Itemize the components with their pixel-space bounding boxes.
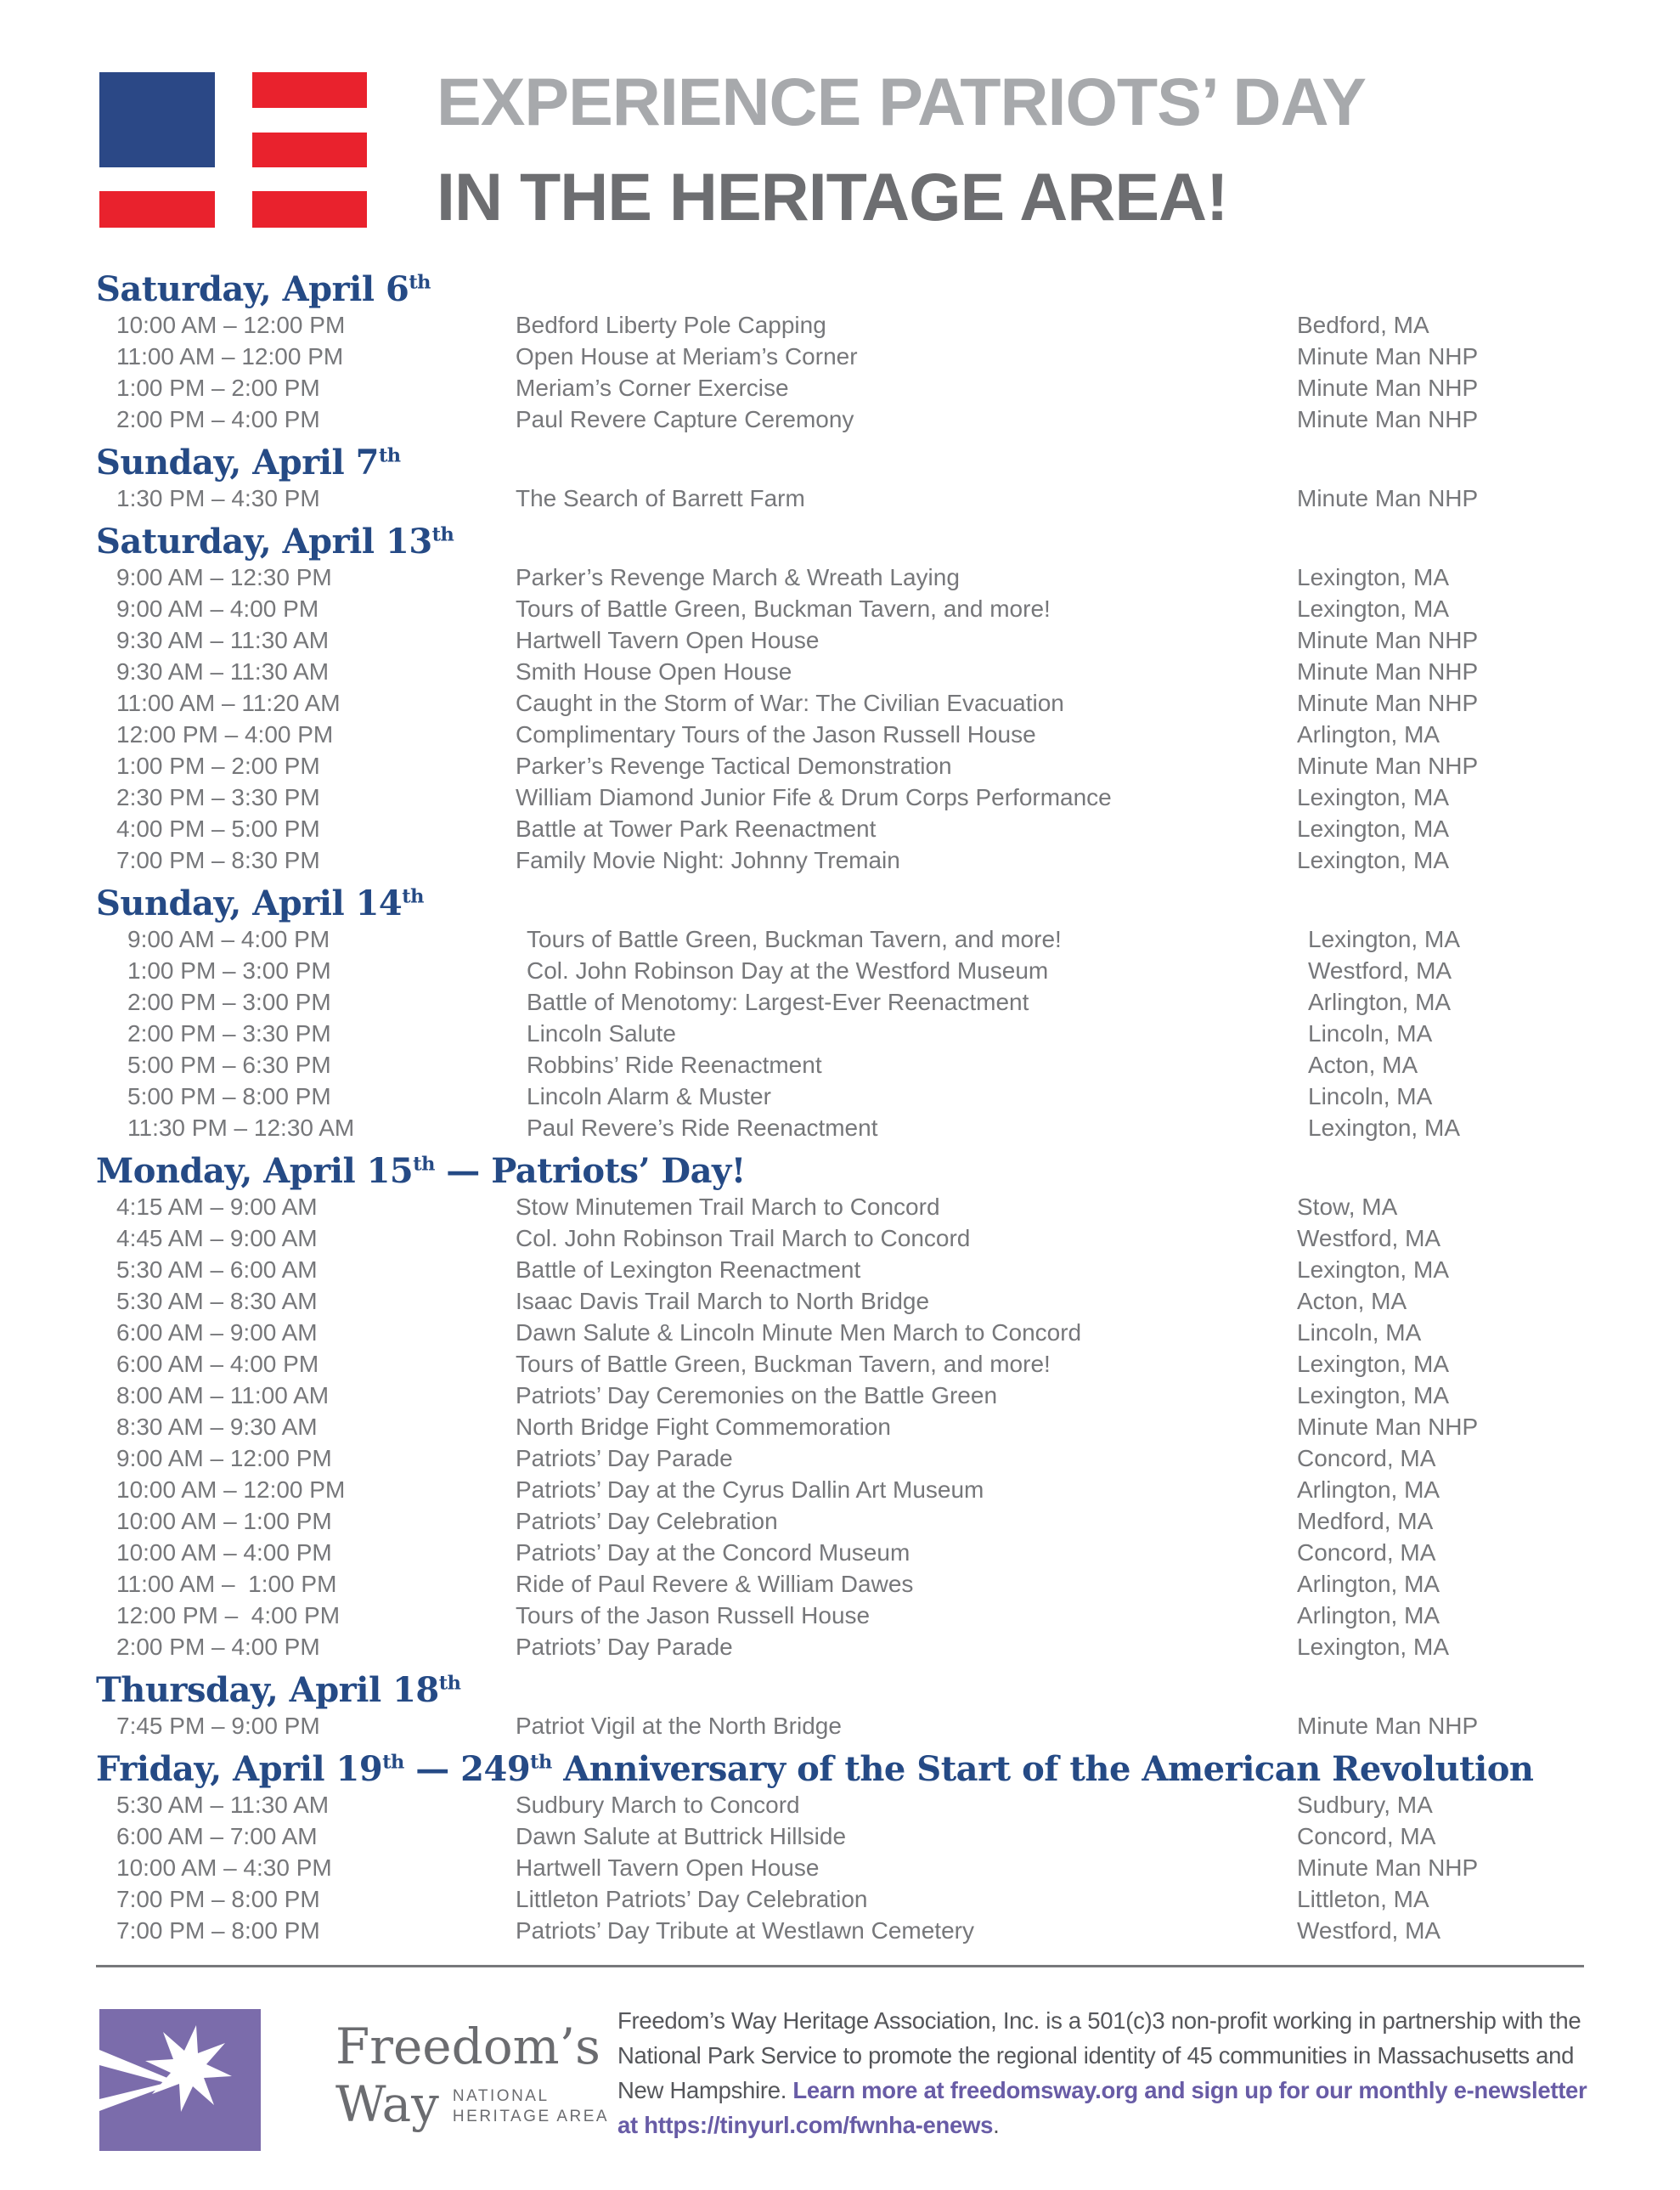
event-name: Paul Revere Capture Ceremony xyxy=(516,406,854,432)
event-location: Lincoln, MA xyxy=(1297,1319,1422,1346)
page-title-line2: IN THE HERITAGE AREA! xyxy=(437,159,1228,234)
page-title-line1: EXPERIENCE PATRIOTS’ DAY xyxy=(437,64,1366,139)
flag-red-stripe xyxy=(252,72,367,108)
event-time: 7:00 PM – 8:00 PM xyxy=(116,1886,320,1912)
event-time: 12:00 PM – 4:00 PM xyxy=(116,1602,341,1628)
event-time: 9:00 AM – 12:30 PM xyxy=(116,564,332,590)
event-name: Dawn Salute at Buttrick Hillside xyxy=(516,1823,847,1849)
event-time: 8:30 AM – 9:30 AM xyxy=(116,1414,318,1440)
schedule-row xyxy=(96,1537,1584,1568)
schedule-row xyxy=(96,656,1584,687)
event-time: 5:00 PM – 6:30 PM xyxy=(127,1052,331,1078)
event-location: Acton, MA xyxy=(1308,1052,1418,1078)
event-location: Minute Man NHP xyxy=(1297,658,1479,685)
event-location: Minute Man NHP xyxy=(1297,375,1479,401)
event-name: Complimentary Tours of the Jason Russell House xyxy=(516,721,1036,748)
event-time: 6:00 AM – 9:00 AM xyxy=(116,1319,318,1346)
event-time: 10:00 AM – 4:30 PM xyxy=(116,1854,332,1881)
event-time: 11:00 AM – 12:00 PM xyxy=(116,343,344,370)
event-location: Lexington, MA xyxy=(1297,564,1449,590)
schedule-row xyxy=(96,1442,1584,1474)
event-time: 9:00 AM – 4:00 PM xyxy=(127,926,330,952)
event-location: Minute Man NHP xyxy=(1297,1854,1479,1881)
event-time: 5:30 AM – 6:00 AM xyxy=(116,1256,318,1283)
schedule-section xyxy=(96,443,1584,514)
event-time: 6:00 AM – 4:00 PM xyxy=(116,1351,319,1377)
event-location: Arlington, MA xyxy=(1297,721,1440,748)
footer-period: . xyxy=(993,2112,1000,2138)
brand-tagline: NATIONAL HERITAGE AREA xyxy=(452,2087,610,2125)
event-location: Westford, MA xyxy=(1308,957,1452,984)
schedule-row xyxy=(96,1568,1584,1600)
schedule-section xyxy=(96,884,1584,1143)
event-name: Tours of Battle Green, Buckman Tavern, and more! xyxy=(516,595,1051,622)
schedule-row xyxy=(96,1915,1584,1946)
schedule-section xyxy=(96,1671,1584,1741)
event-location: Lexington, MA xyxy=(1297,847,1449,873)
event-location: Minute Man NHP xyxy=(1297,1713,1479,1739)
event-time: 10:00 AM – 1:00 PM xyxy=(116,1508,332,1534)
event-name: Battle of Lexington Reenactment xyxy=(516,1256,861,1283)
schedule-row xyxy=(96,1820,1584,1852)
event-time: 1:30 PM – 4:30 PM xyxy=(116,485,320,511)
event-time: 9:00 AM – 4:00 PM xyxy=(116,595,319,622)
event-name: Parker’s Revenge March & Wreath Laying xyxy=(516,564,960,590)
event-name: The Search of Barrett Farm xyxy=(516,485,805,511)
schedule-row xyxy=(96,1600,1584,1631)
event-location: Concord, MA xyxy=(1297,1823,1436,1849)
event-name: Isaac Davis Trail March to North Bridge xyxy=(516,1288,930,1314)
event-name: Lincoln Salute xyxy=(527,1020,676,1047)
event-location: Arlington, MA xyxy=(1297,1602,1440,1628)
event-name: Battle of Menotomy: Largest-Ever Reenactment xyxy=(527,989,1029,1015)
event-location: Arlington, MA xyxy=(1297,1571,1440,1597)
event-name: Stow Minutemen Trail March to Concord xyxy=(516,1194,940,1220)
schedule-row xyxy=(96,1112,1584,1143)
page-header xyxy=(0,0,1680,248)
schedule-row xyxy=(96,1631,1584,1662)
event-location: Lexington, MA xyxy=(1297,784,1449,810)
event-name: Patriots’ Day Tribute at Westlawn Cemetery xyxy=(516,1917,974,1944)
schedule-row xyxy=(96,1285,1584,1317)
event-time: 9:30 AM – 11:30 AM xyxy=(116,658,330,685)
event-location: Concord, MA xyxy=(1297,1445,1436,1471)
event-location: Minute Man NHP xyxy=(1297,690,1479,716)
event-name: Dawn Salute & Lincoln Minute Men March to Concord xyxy=(516,1319,1082,1346)
event-time: 10:00 AM – 12:00 PM xyxy=(116,312,346,338)
section-heading: Friday, April 19th — 249th Anniversary of the Start of the American Revolution xyxy=(96,1749,1534,1789)
event-location: Bedford, MA xyxy=(1297,312,1429,338)
event-name: Tours of Battle Green, Buckman Tavern, and more! xyxy=(516,1351,1051,1377)
schedule-row xyxy=(96,1317,1584,1348)
schedule-section xyxy=(96,522,1584,876)
footer-description-text: Freedom’s Way Heritage Association, Inc. is a 501(c)3 non-profit working in partnership with the National Park Service to promote the regional identity of 45 communities in Massachusetts and New Hampshire. xyxy=(617,2007,1581,2103)
event-time: 2:00 PM – 4:00 PM xyxy=(116,1634,320,1660)
event-name: Battle at Tower Park Reenactment xyxy=(516,816,877,842)
event-name: Patriots’ Day Parade xyxy=(516,1634,733,1660)
event-location: Sudbury, MA xyxy=(1297,1792,1433,1818)
event-name: Patriots’ Day Ceremonies on the Battle Green xyxy=(516,1382,998,1408)
schedule-row xyxy=(96,309,1584,341)
event-name: Patriots’ Day at the Concord Museum xyxy=(516,1539,910,1566)
schedule-row xyxy=(96,1789,1584,1820)
event-time: 2:30 PM – 3:30 PM xyxy=(116,784,320,810)
schedule-row xyxy=(96,1018,1584,1049)
event-schedule xyxy=(0,270,1680,1946)
section-heading: Sunday, April 14th xyxy=(96,883,424,923)
brand-name-line2: Way xyxy=(335,2075,439,2133)
event-name: Bedford Liberty Pole Capping xyxy=(516,312,826,338)
schedule-row xyxy=(96,624,1584,656)
event-location: Lexington, MA xyxy=(1297,816,1449,842)
schedule-row xyxy=(96,923,1584,955)
event-name: North Bridge Fight Commemoration xyxy=(516,1414,891,1440)
event-name: Caught in the Storm of War: The Civilian Evacuation xyxy=(516,690,1064,716)
schedule-row xyxy=(96,1710,1584,1741)
event-location: Stow, MA xyxy=(1297,1194,1398,1220)
schedule-row xyxy=(96,1883,1584,1915)
event-location: Minute Man NHP xyxy=(1297,406,1479,432)
schedule-row xyxy=(96,813,1584,844)
schedule-row xyxy=(96,404,1584,435)
event-time: 4:00 PM – 5:00 PM xyxy=(116,816,320,842)
event-name: Ride of Paul Revere & William Dawes xyxy=(516,1571,914,1597)
event-location: Concord, MA xyxy=(1297,1539,1436,1566)
event-location: Lexington, MA xyxy=(1308,926,1460,952)
event-time: 4:45 AM – 9:00 AM xyxy=(116,1225,318,1251)
schedule-row xyxy=(96,1081,1584,1112)
event-name: Paul Revere’s Ride Reenactment xyxy=(527,1115,878,1141)
event-time: 5:00 PM – 8:00 PM xyxy=(127,1083,331,1109)
footer-description xyxy=(617,2003,1590,2142)
event-name: Open House at Meriam’s Corner xyxy=(516,343,858,370)
event-name: Smith House Open House xyxy=(516,658,792,685)
event-time: 1:00 PM – 3:00 PM xyxy=(127,957,331,984)
event-location: Minute Man NHP xyxy=(1297,1414,1479,1440)
schedule-row xyxy=(96,1191,1584,1222)
event-name: Patriot Vigil at the North Bridge xyxy=(516,1713,842,1739)
flag-icon xyxy=(99,72,466,228)
event-time: 10:00 AM – 4:00 PM xyxy=(116,1539,332,1566)
schedule-row xyxy=(96,1348,1584,1380)
event-name: Tours of the Jason Russell House xyxy=(516,1602,871,1628)
event-name: Family Movie Night: Johnny Tremain xyxy=(516,847,900,873)
flag-red-stripe xyxy=(99,191,215,228)
event-time: 1:00 PM – 2:00 PM xyxy=(116,375,320,401)
schedule-row xyxy=(96,1254,1584,1285)
event-location: Lexington, MA xyxy=(1297,1351,1449,1377)
event-name: Robbins’ Ride Reenactment xyxy=(527,1052,822,1078)
flag-red-stripe xyxy=(252,191,367,228)
event-time: 7:45 PM – 9:00 PM xyxy=(116,1713,320,1739)
event-name: Lincoln Alarm & Muster xyxy=(527,1083,771,1109)
event-location: Medford, MA xyxy=(1297,1508,1434,1534)
event-time: 5:30 AM – 8:30 AM xyxy=(116,1288,318,1314)
schedule-row xyxy=(96,719,1584,750)
event-location: Arlington, MA xyxy=(1297,1476,1440,1503)
event-name: Sudbury March to Concord xyxy=(516,1792,800,1818)
schedule-row xyxy=(96,687,1584,719)
event-name: Meriam’s Corner Exercise xyxy=(516,375,789,401)
event-time: 2:00 PM – 4:00 PM xyxy=(116,406,320,432)
event-location: Lincoln, MA xyxy=(1308,1020,1433,1047)
event-time: 7:00 PM – 8:30 PM xyxy=(116,847,320,873)
event-location: Lexington, MA xyxy=(1297,595,1449,622)
page-footer xyxy=(0,1967,1680,2190)
schedule-row xyxy=(96,562,1584,593)
event-time: 9:30 AM – 11:30 AM xyxy=(116,627,330,653)
brand-name-line1: Freedom’s xyxy=(335,2018,600,2075)
event-name: Hartwell Tavern Open House xyxy=(516,1854,820,1881)
event-name: Patriots’ Day Parade xyxy=(516,1445,733,1471)
page-title xyxy=(437,54,1366,245)
schedule-section xyxy=(96,270,1584,435)
event-location: Westford, MA xyxy=(1297,1917,1441,1944)
schedule-row xyxy=(96,1049,1584,1081)
event-location: Westford, MA xyxy=(1297,1225,1441,1251)
schedule-row xyxy=(96,1505,1584,1537)
footer-link[interactable]: Learn more at freedomsway.org and sign up for our monthly e-newsletter at https://tinyurl.com/fwnha-enews xyxy=(617,2077,1587,2138)
flag-blue-square xyxy=(99,72,215,167)
flag-red-stripe xyxy=(252,133,367,167)
section-heading: Sunday, April 7th xyxy=(96,443,401,483)
event-location: Acton, MA xyxy=(1297,1288,1407,1314)
event-name: Hartwell Tavern Open House xyxy=(516,627,820,653)
event-time: 11:30 PM – 12:30 AM xyxy=(127,1115,355,1141)
event-location: Littleton, MA xyxy=(1297,1886,1429,1912)
event-time: 1:00 PM – 2:00 PM xyxy=(116,753,320,779)
schedule-row xyxy=(96,955,1584,986)
event-location: Lincoln, MA xyxy=(1308,1083,1433,1109)
event-time: 8:00 AM – 11:00 AM xyxy=(116,1382,330,1408)
event-location: Minute Man NHP xyxy=(1297,485,1479,511)
event-location: Lexington, MA xyxy=(1297,1256,1449,1283)
freedoms-way-logo xyxy=(99,2009,261,2151)
event-name: Littleton Patriots’ Day Celebration xyxy=(516,1886,868,1912)
section-heading: Saturday, April 6th xyxy=(96,269,431,309)
section-heading: Saturday, April 13th xyxy=(96,522,454,562)
section-heading: Monday, April 15th — Patriots’ Day! xyxy=(96,1151,746,1191)
schedule-row xyxy=(96,1411,1584,1442)
event-time: 2:00 PM – 3:00 PM xyxy=(127,989,331,1015)
event-time: 9:00 AM – 12:00 PM xyxy=(116,1445,332,1471)
event-time: 12:00 PM – 4:00 PM xyxy=(116,721,334,748)
event-location: Lexington, MA xyxy=(1297,1634,1449,1660)
event-time: 5:30 AM – 11:30 AM xyxy=(116,1792,330,1818)
schedule-row xyxy=(96,483,1584,514)
event-name: William Diamond Junior Fife & Drum Corps Performance xyxy=(516,784,1112,810)
schedule-row xyxy=(96,986,1584,1018)
schedule-row xyxy=(96,341,1584,372)
event-name: Col. John Robinson Trail March to Concord xyxy=(516,1225,971,1251)
event-time: 11:00 AM – 1:00 PM xyxy=(116,1571,337,1597)
schedule-row xyxy=(96,1380,1584,1411)
event-name: Col. John Robinson Day at the Westford Museum xyxy=(527,957,1049,984)
schedule-row xyxy=(96,844,1584,876)
schedule-section xyxy=(96,1152,1584,1662)
schedule-row xyxy=(96,372,1584,404)
event-location: Minute Man NHP xyxy=(1297,343,1479,370)
schedule-row xyxy=(96,1852,1584,1883)
event-location: Lexington, MA xyxy=(1308,1115,1460,1141)
event-time: 11:00 AM – 11:20 AM xyxy=(116,690,341,716)
schedule-row xyxy=(96,1474,1584,1505)
event-time: 6:00 AM – 7:00 AM xyxy=(116,1823,318,1849)
freedoms-way-brand xyxy=(335,2018,609,2134)
event-location: Lexington, MA xyxy=(1297,1382,1449,1408)
schedule-row xyxy=(96,782,1584,813)
event-name: Patriots’ Day Celebration xyxy=(516,1508,778,1534)
schedule-row xyxy=(96,750,1584,782)
event-name: Patriots’ Day at the Cyrus Dallin Art Museum xyxy=(516,1476,984,1503)
event-name: Parker’s Revenge Tactical Demonstration xyxy=(516,753,952,779)
event-time: 2:00 PM – 3:30 PM xyxy=(127,1020,331,1047)
event-time: 10:00 AM – 12:00 PM xyxy=(116,1476,346,1503)
event-time: 4:15 AM – 9:00 AM xyxy=(116,1194,318,1220)
section-heading: Thursday, April 18th xyxy=(96,1670,461,1710)
schedule-row xyxy=(96,593,1584,624)
schedule-section xyxy=(96,1750,1584,1946)
schedule-row xyxy=(96,1222,1584,1254)
event-location: Minute Man NHP xyxy=(1297,627,1479,653)
event-location: Arlington, MA xyxy=(1308,989,1452,1015)
event-location: Minute Man NHP xyxy=(1297,753,1479,779)
event-name: Tours of Battle Green, Buckman Tavern, and more! xyxy=(527,926,1062,952)
event-time: 7:00 PM – 8:00 PM xyxy=(116,1917,320,1944)
